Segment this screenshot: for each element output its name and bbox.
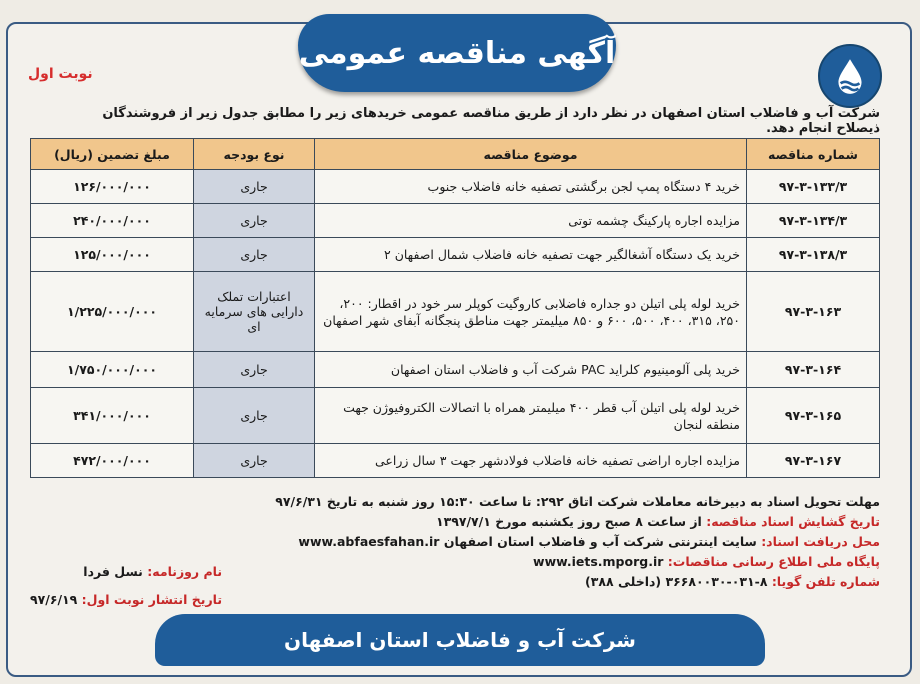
- guarantee-amount: ۱۲۶/۰۰۰/۰۰۰: [31, 170, 194, 204]
- docs-line: [220, 532, 880, 552]
- tender-number: ۹۷-۳-۱۳۸/۳: [747, 238, 880, 272]
- guarantee-amount: ۱/۷۵۰/۰۰۰/۰۰۰: [31, 352, 194, 388]
- tender-number: ۹۷-۳-۱۶۵: [747, 388, 880, 444]
- column-header-number: شماره مناقصه: [747, 139, 880, 170]
- tender-subject: خرید یک دستگاه آشغالگیر جهت تصفیه خانه فاضلاب شمال اصفهان ۲: [315, 238, 747, 272]
- table-row: [31, 444, 880, 478]
- budget-type: اعتبارات تملک دارایی های سرمایه ای: [194, 272, 315, 352]
- docs-value: سایت اینترنتی شرکت آب و فاضلاب استان اصفهان www.abfaesfahan.ir: [298, 534, 757, 549]
- round-label: نوبت اول: [28, 66, 93, 82]
- tender-number: ۹۷-۳-۱۶۴: [747, 352, 880, 388]
- ad-title: آگهی مناقصه عمومی: [298, 35, 616, 71]
- publish-date-line: [30, 586, 222, 614]
- guarantee-amount: ۴۷۲/۰۰۰/۰۰۰: [31, 444, 194, 478]
- tender-subject: خرید پلی آلومینیوم کلراید PAC شرکت آب و فاضلاب استان اصفهان: [315, 352, 747, 388]
- newspaper-value: نسل فردا: [83, 564, 143, 579]
- guarantee-amount: ۱۲۵/۰۰۰/۰۰۰: [31, 238, 194, 272]
- column-header-subject: موضوع مناقصه: [315, 139, 747, 170]
- budget-type: جاری: [194, 204, 315, 238]
- budget-type: جاری: [194, 352, 315, 388]
- tender-number: ۹۷-۳-۱۶۳: [747, 272, 880, 352]
- tender-table: [30, 138, 880, 478]
- publication-info: [30, 558, 222, 614]
- table-row: [31, 238, 880, 272]
- phone-line: [220, 572, 880, 592]
- portal-value: www.iets.mporg.ir: [533, 554, 664, 569]
- table-row: [31, 170, 880, 204]
- footer-banner: [155, 614, 765, 666]
- tender-subject: مزایده اجاره پارکینگ چشمه توتی: [315, 204, 747, 238]
- budget-type: جاری: [194, 238, 315, 272]
- opening-value: از ساعت ۸ صبح روز یکشنبه مورخ ۱۳۹۷/۷/۱: [435, 514, 702, 529]
- footer-company-name: شرکت آب و فاضلاب استان اصفهان: [284, 628, 636, 652]
- water-drop-icon: [829, 55, 871, 97]
- intro-text: شرکت آب و فاضلاب استان اصفهان در نظر دارد از طریق مناقصه عمومی خریدهای زیر را مطابق جدول زیر از فروشندگان ذیصلاح انجام دهد.: [102, 106, 880, 136]
- column-header-budget: نوع بودجه: [194, 139, 315, 170]
- budget-type: جاری: [194, 388, 315, 444]
- publish-date-value: ۹۷/۶/۱۹: [30, 592, 78, 607]
- budget-type: جاری: [194, 444, 315, 478]
- table-row: [31, 272, 880, 352]
- portal-line: [220, 552, 880, 572]
- table-row: [31, 388, 880, 444]
- phone-value: ۸-۰۳۱-۳۶۶۸۰۰۳۰ (داخلی ۳۸۸): [584, 574, 768, 589]
- guarantee-amount: ۲۴۰/۰۰۰/۰۰۰: [31, 204, 194, 238]
- tender-notes: [220, 492, 880, 592]
- tender-subject: مزایده اجاره اراضی تصفیه خانه فاضلاب فولادشهر جهت ۳ سال زراعی: [315, 444, 747, 478]
- portal-label: پایگاه ملی اطلاع رسانی مناقصات:: [667, 554, 880, 569]
- phone-label: شماره تلفن گویا:: [771, 574, 880, 589]
- newspaper-line: [30, 558, 222, 586]
- docs-label: محل دریافت اسناد:: [761, 534, 880, 549]
- tender-subject: خرید ۴ دستگاه پمپ لجن برگشتی تصفیه خانه فاضلاب جنوب: [315, 170, 747, 204]
- opening-line: [220, 512, 880, 532]
- title-ribbon: [298, 14, 616, 92]
- publish-date-label: تاریخ انتشار نوبت اول:: [81, 592, 223, 607]
- tender-subject: خرید لوله پلی اتیلن دو جداره فاضلابی کاروگیت کوپلر سر خود در اقطار: ۲۰۰، ۲۵۰، ۳۱۵، ۴۰۰، ۵۰۰، ۶۰۰ و ۸۵۰ میلیمتر جهت مناطق پنجگانه آبفای شهر اصفهان: [315, 272, 747, 352]
- column-header-amount: مبلغ تضمین (ریال): [31, 139, 194, 170]
- tender-subject: خرید لوله پلی اتیلن آب قطر ۴۰۰ میلیمتر همراه با اتصالات الکتروفیوژن جهت منطقه لنجان: [315, 388, 747, 444]
- water-company-logo-icon: [818, 44, 882, 108]
- guarantee-amount: ۳۴۱/۰۰۰/۰۰۰: [31, 388, 194, 444]
- newspaper-label: نام روزنامه:: [147, 564, 223, 579]
- deadline-line: مهلت تحویل اسناد به دبیرخانه معاملات شرکت اتاق ۲۹۲: تا ساعت ۱۵:۳۰ روز شنبه به تاریخ ۹۷/۶/۳۱: [275, 494, 880, 509]
- opening-label: تاریخ گشایش اسناد مناقصه:: [706, 514, 880, 529]
- budget-type: جاری: [194, 170, 315, 204]
- table-row: [31, 204, 880, 238]
- table-row: [31, 352, 880, 388]
- table-header-row: [31, 139, 880, 170]
- tender-number: ۹۷-۳-۱۳۳/۳: [747, 170, 880, 204]
- guarantee-amount: ۱/۲۲۵/۰۰۰/۰۰۰: [31, 272, 194, 352]
- tender-number: ۹۷-۳-۱۳۴/۳: [747, 204, 880, 238]
- tender-number: ۹۷-۳-۱۶۷: [747, 444, 880, 478]
